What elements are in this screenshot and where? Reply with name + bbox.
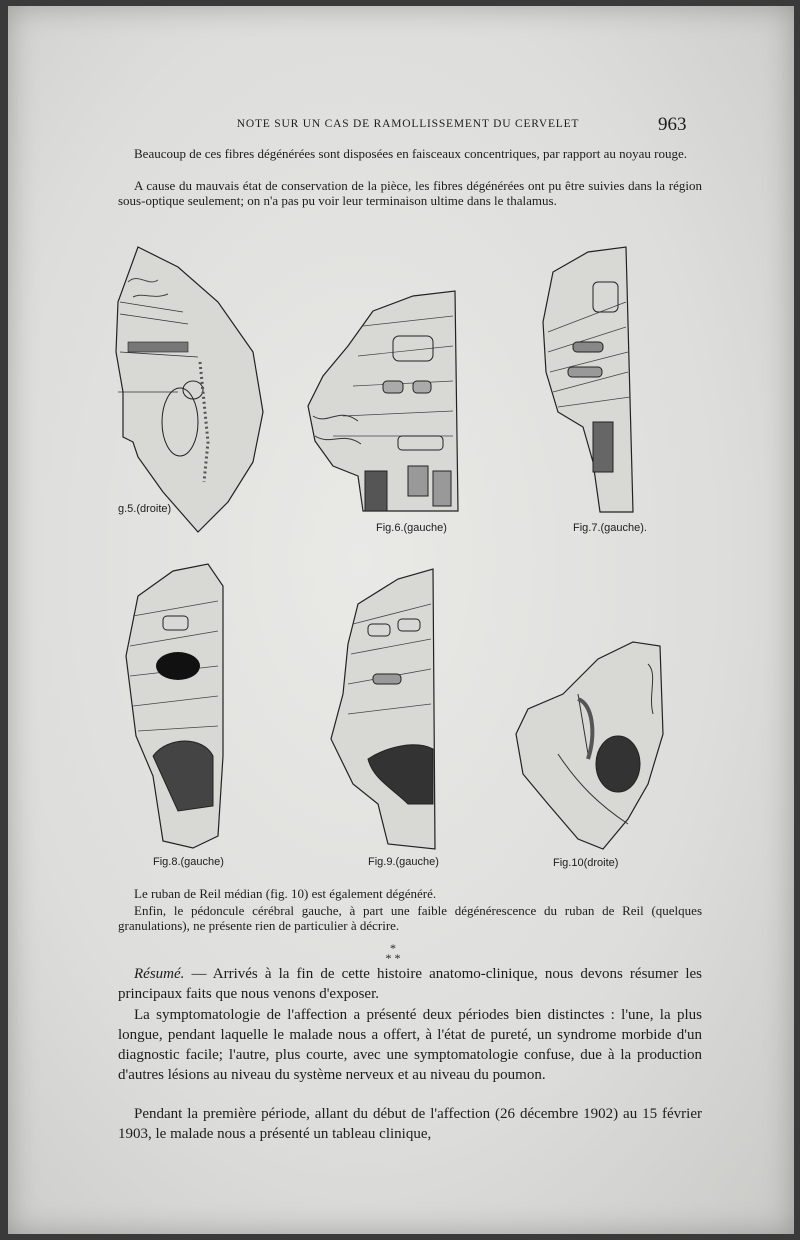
figure-10-caption: Fig.10(droite) — [553, 857, 619, 869]
figure-7-caption: Fig.7.(gauche). — [573, 522, 647, 534]
figure-8 — [118, 556, 238, 856]
section-separator — [368, 943, 418, 963]
figure-9-drawing — [323, 564, 453, 854]
figure-7 — [538, 242, 648, 517]
resume-text-1: — Arrivés à la fin de cette histoire anatomo-clinique, nous devons résumer les principaux faits que nous venons d'exposer. — [118, 966, 703, 1002]
figure-9 — [323, 564, 453, 854]
figure-8-caption: Fig.8.(gauche) — [153, 856, 224, 868]
running-head: NOTE SUR UN CAS DE RAMOLLISSEMENT DU CERVELET — [236, 118, 580, 130]
figure-5-drawing — [108, 242, 268, 542]
figure-6 — [303, 286, 473, 516]
book-page — [8, 6, 794, 1234]
figure-6-drawing — [303, 286, 473, 516]
separator-top-star: * — [390, 941, 396, 955]
resume-title: Résumé. — [134, 966, 185, 982]
intro-paragraph-2: A cause du mauvais état de conservation de la pièce, les fibres dégénérées ont pu être suivies dans la région sous-optique seulement; on n'a pas pu voir leur terminaison ultime dans le thalamus. — [118, 178, 702, 208]
after-figures-paragraph-1: Le ruban de Reil médian (fig. 10) est également dégénéré. — [134, 886, 437, 901]
page-number: 963 — [658, 114, 687, 135]
resume-paragraph-2: La symptomatologie de l'affection a présenté deux périodes bien distinctes : l'une, la plus longue, pendant laquelle le malade nous a offert, à l'état de pureté, un syndrome morbide d'un diagnostic facile; l'autre, plus courte, avec une symptomatologie confuse, due à la production d'autres lésions au niveau du système nerveux et au niveau du poumon. — [118, 1007, 702, 1083]
resume-paragraph-3: Pendant la première période, allant du début de l'affection (26 décembre 1902) au 15 février 1903, le malade nous a présenté un tableau clinique, — [118, 1106, 702, 1142]
figure-6-caption: Fig.6.(gauche) — [376, 522, 447, 534]
figure-8-drawing — [118, 556, 238, 856]
figure-5 — [108, 242, 268, 542]
figure-10-drawing — [508, 634, 668, 856]
separator-bottom-stars: * * — [385, 951, 401, 965]
after-figures-paragraph-2: Enfin, le pédoncule cérébral gauche, à part une faible dégénérescence du ruban de Reil (quelques granulations), ne présente rien de particulier à décrire. — [118, 903, 702, 933]
figure-9-caption: Fig.9.(gauche) — [368, 856, 439, 868]
intro-paragraph-1: Beaucoup de ces fibres dégénérées sont disposées en faisceaux concentriques, par rapport au noyau rouge. — [134, 146, 688, 161]
figure-10 — [508, 634, 668, 856]
figure-5-caption: g.5.(droite) — [118, 503, 172, 515]
figure-7-drawing — [538, 242, 648, 517]
resume-paragraph-1 — [118, 964, 702, 1004]
